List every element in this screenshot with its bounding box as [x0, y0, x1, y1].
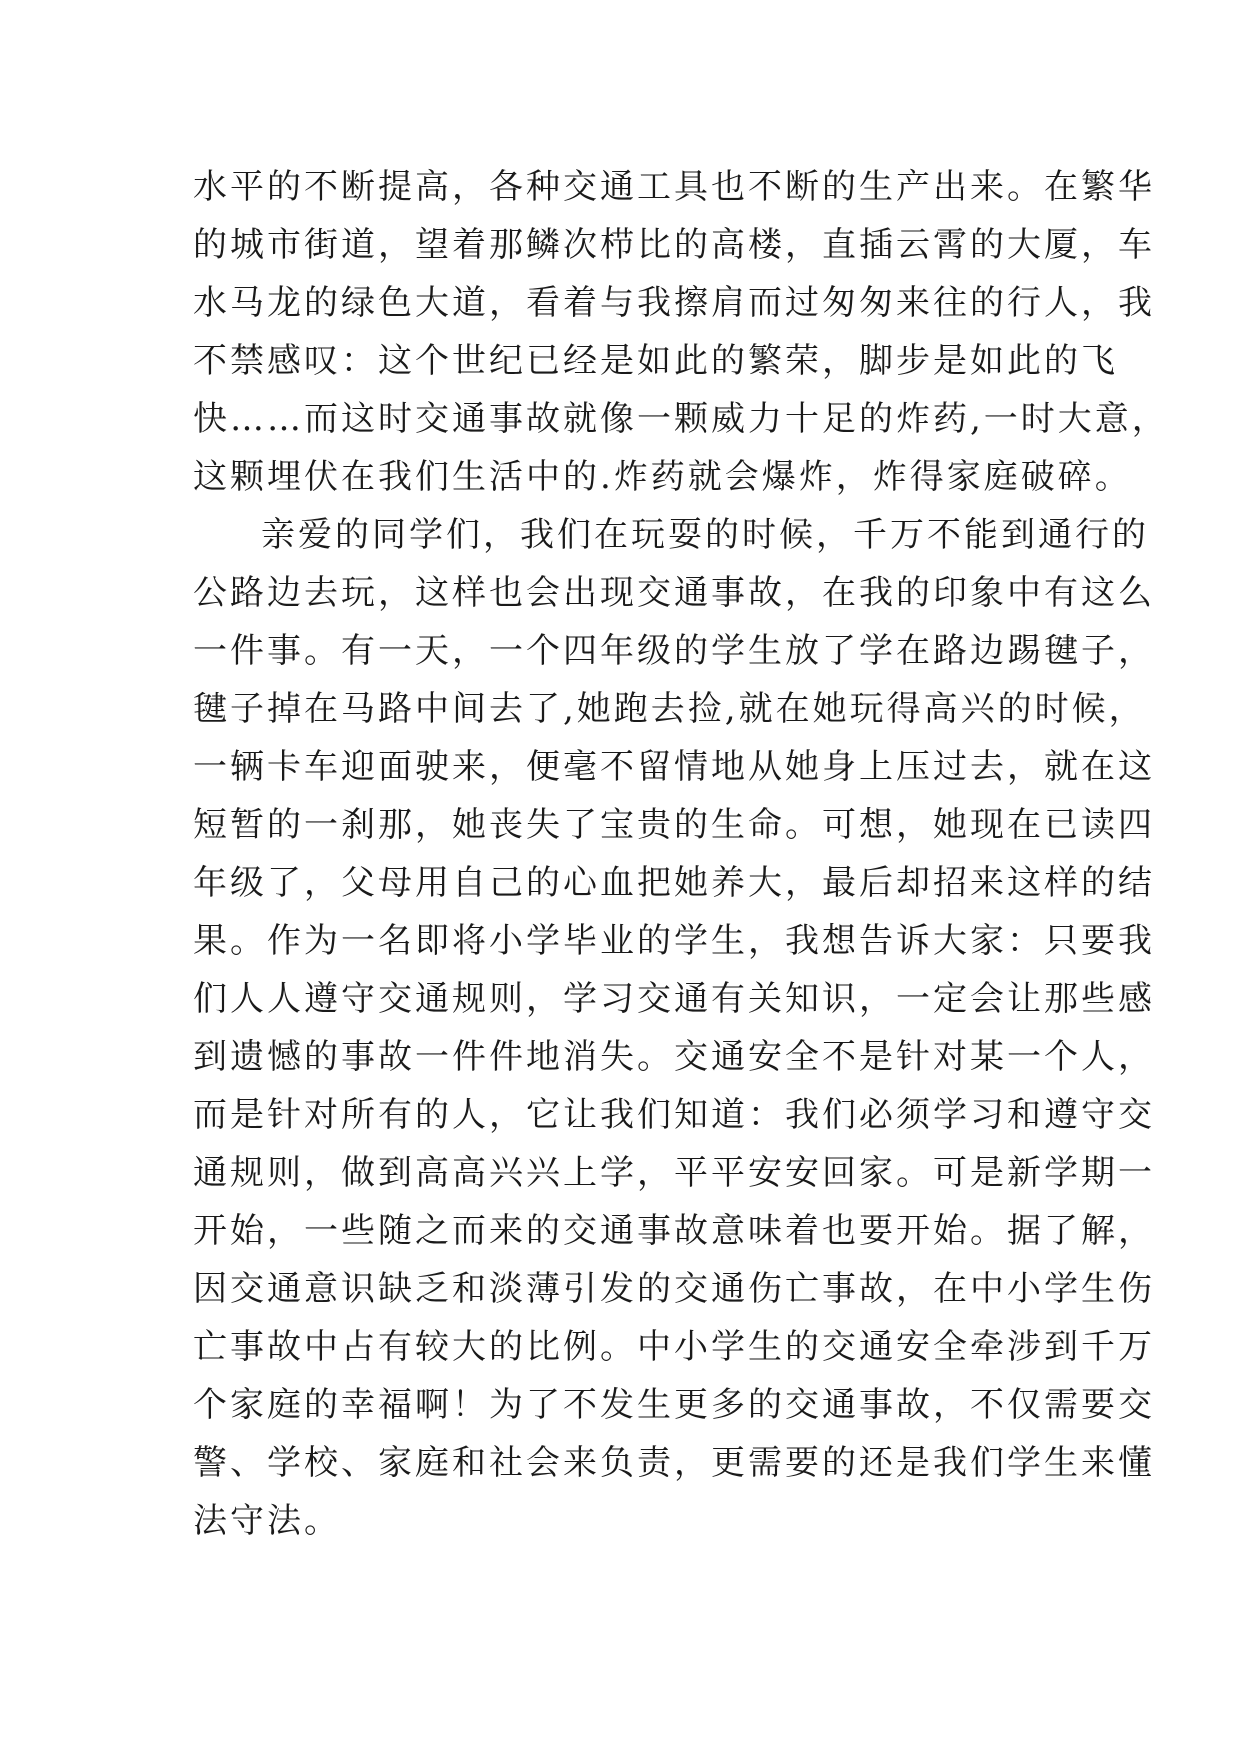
text-line: 短暂的一刹那，她丧失了宝贵的生命。可想，她现在已读四 — [193, 805, 1155, 845]
body-text — [193, 158, 1169, 1550]
text-line: 快……而这时交通事故就像一颗威力十足的炸药,一时大意， — [193, 399, 1169, 439]
text-line: 一件事。有一天，一个四年级的学生放了学在路边踢毽子， — [193, 631, 1155, 671]
text-line: 这颗埋伏在我们生活中的.炸药就会爆炸，炸得家庭破碎。 — [193, 457, 1132, 497]
text-line: 亲爱的同学们，我们在玩耍的时候，千万不能到通行的 — [261, 515, 1149, 555]
text-line: 的城市街道，望着那鳞次栉比的高楼，直插云霄的大厦，车 — [193, 225, 1155, 265]
text-line: 通规则，做到高高兴兴上学，平平安安回家。可是新学期一 — [193, 1153, 1155, 1193]
text-line: 不禁感叹：这个世纪已经是如此的繁荣，脚步是如此的飞 — [193, 341, 1118, 381]
text-line: 个家庭的幸福啊！为了不发生更多的交通事故，不仅需要交 — [193, 1385, 1155, 1425]
paragraph-1 — [193, 158, 1169, 506]
text-line: 开始，一些随之而来的交通事故意味着也要开始。据了解， — [193, 1211, 1155, 1251]
text-line: 亡事故中占有较大的比例。中小学生的交通安全牵涉到千万 — [193, 1327, 1155, 1367]
text-line: 而是针对所有的人，它让我们知道：我们必须学习和遵守交 — [193, 1095, 1155, 1135]
text-line: 年级了，父母用自己的心血把她养大，最后却招来这样的结 — [193, 863, 1155, 903]
text-line: 们人人遵守交通规则，学习交通有关知识，一定会让那些感 — [193, 979, 1155, 1019]
text-line: 到遗憾的事故一件件地消失。交通安全不是针对某一个人， — [193, 1037, 1155, 1077]
text-line: 果。作为一名即将小学毕业的学生，我想告诉大家：只要我 — [193, 921, 1155, 961]
text-line: 警、学校、家庭和社会来负责，更需要的还是我们学生来懂 — [193, 1443, 1155, 1483]
text-line: 水平的不断提高，各种交通工具也不断的生产出来。在繁华 — [193, 167, 1155, 207]
text-line: 公路边去玩，这样也会出现交通事故，在我的印象中有这么 — [193, 573, 1155, 613]
text-line: 一辆卡车迎面驶来，便毫不留情地从她身上压过去，就在这 — [193, 747, 1155, 787]
text-line: 毽子掉在马路中间去了,她跑去捡,就在她玩得高兴的时候， — [193, 689, 1146, 729]
paragraph-2 — [193, 506, 1155, 1550]
text-line: 因交通意识缺乏和淡薄引发的交通伤亡事故，在中小学生伤 — [193, 1269, 1155, 1309]
text-line: 法守法。 — [193, 1501, 341, 1541]
text-line: 水马龙的绿色大道，看着与我擦肩而过匆匆来往的行人，我 — [193, 283, 1155, 323]
